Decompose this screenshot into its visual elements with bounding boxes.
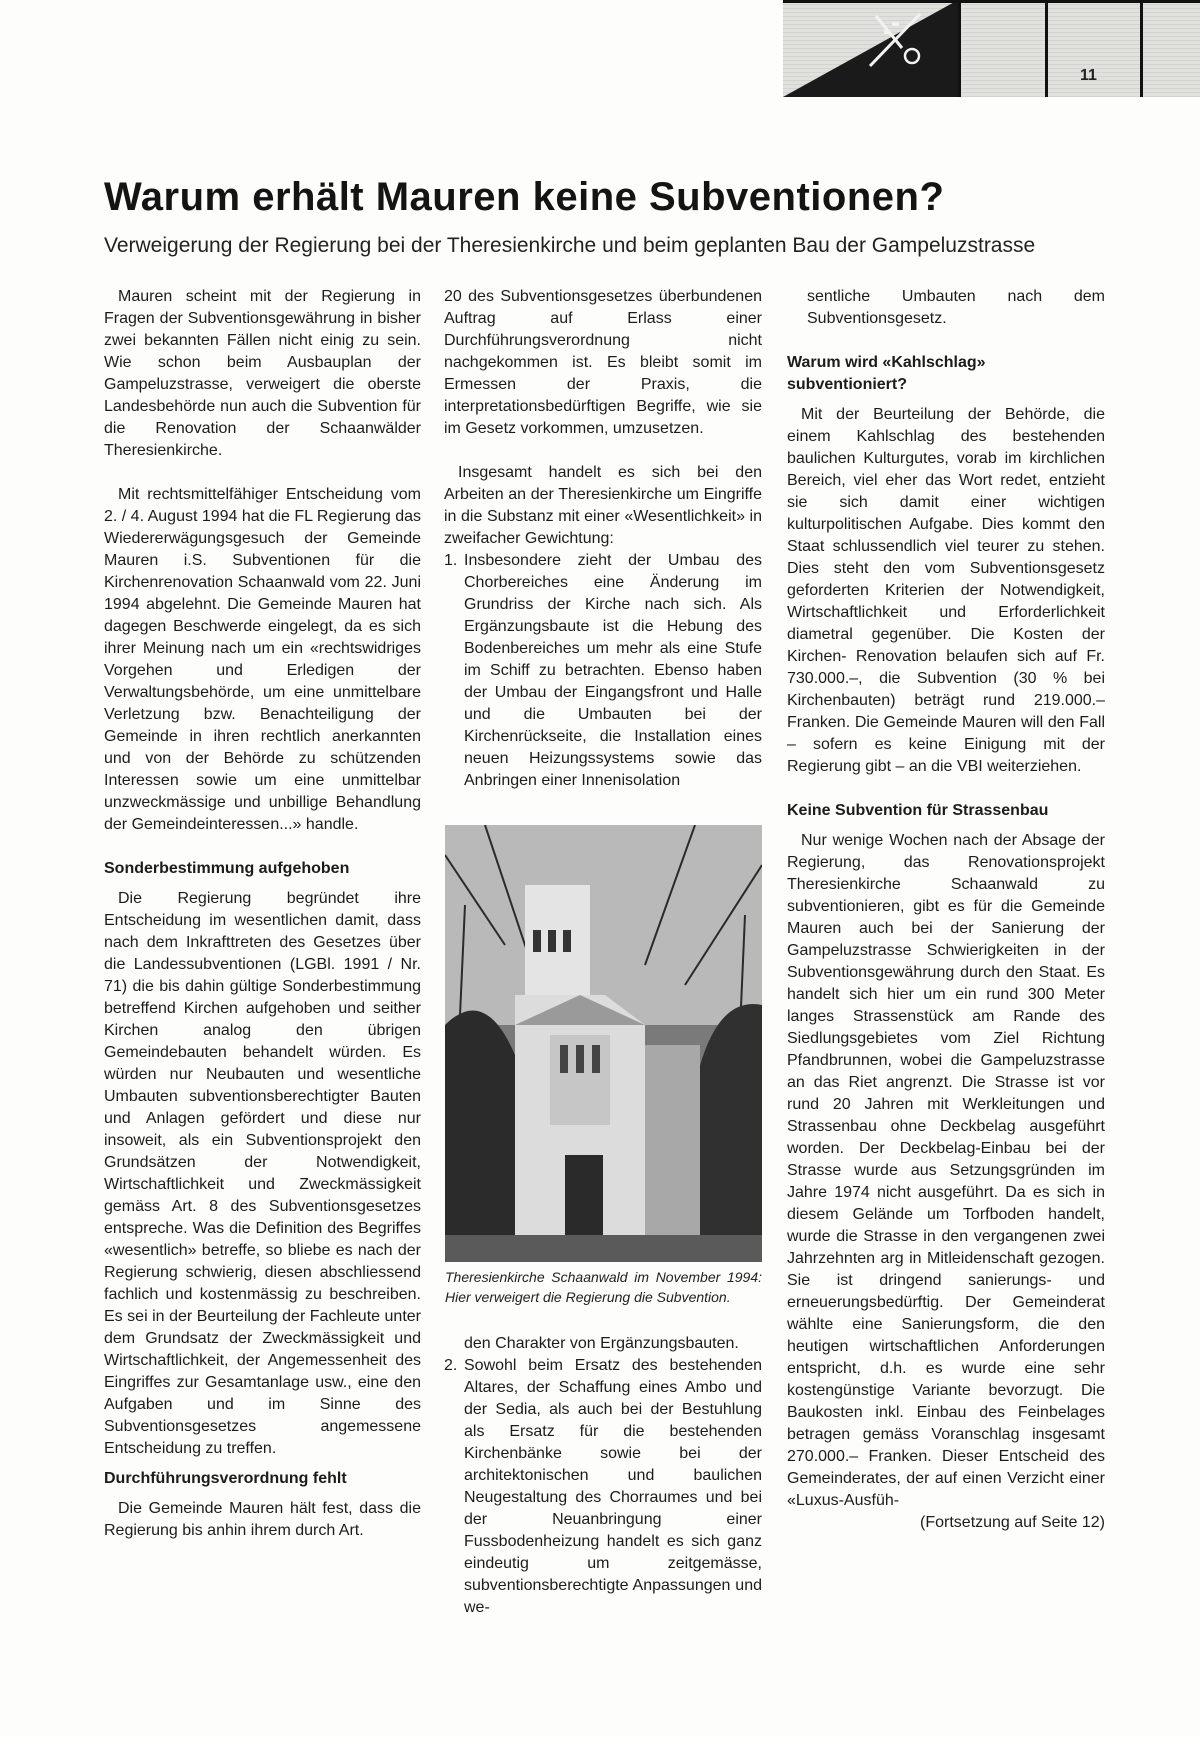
paragraph: Insgesamt handelt es sich bei den Arbeiten an der Theresienkirche um Eingriffe in die Substanz mit einer «Wesentlichkeit» in zweifacher Gewichtung: (444, 464, 762, 547)
column-middle-continued (444, 1333, 762, 1619)
column-right (787, 286, 1105, 1534)
section-heading: Sonderbestimmung aufgehoben (104, 860, 350, 877)
page-number: 11 (1080, 67, 1097, 84)
column-left (104, 286, 421, 1564)
list-number: 1. (444, 552, 458, 569)
header-divider (1045, 0, 1048, 97)
numbered-list (444, 550, 762, 792)
section-heading: Keine Subvention für Strassenbau (787, 802, 1049, 819)
continuation-note: (Fortsetzung auf Seite 12) (920, 1514, 1105, 1531)
paragraph: Mauren scheint mit der Regierung in Fragen der Subventionsgewährung in bisher zwei bekannten Fällen nicht einig zu sein. Wie schon beim Ausbauplan der Gampeluzstrasse, verweigert die oberste Landesbehörde nun auch die Subvention für die Renovation der Schaanwälder Theresienkirche. (104, 288, 421, 459)
header-divider (1140, 0, 1143, 97)
list-item-text: Sowohl beim Ersatz des bestehenden Altares, der Schaffung eines Ambo und der Sedia, als auch bei der Bestuhlung als Ersatz für die bestehenden Kirchenbänke sowie bei der architektonischen und baulichen Neugestaltung des Chorraumes und bei der Neuanbringung einer Fussbodenheizung handelt es sich ganz eindeutig um zeitgemässe, subventionsberechtigte Anpassungen und we- (464, 1357, 762, 1616)
column-middle (444, 286, 762, 792)
numbered-list (444, 1355, 762, 1619)
paragraph: sentliche Umbauten nach dem Subventionsgesetz. (807, 288, 1105, 327)
paragraph: den Charakter von Ergänzungsbauten. (464, 1335, 739, 1352)
header-top-rule (783, 0, 1200, 3)
photo-caption: Theresienkirche Schaanwald im November 1994: Hier verweigert die Regierung die Subvention. (445, 1269, 762, 1305)
church-photo (445, 825, 762, 1262)
section-heading: Durchführungsverordnung fehlt (104, 1470, 347, 1487)
paragraph: 20 des Subventionsgesetzes überbundenen Auftrag auf Erlass einer Durchführungsverordnung nicht nachgekommen ist. Es bleibt somit im Ermessen der Praxis, die interpretationsbedürftigen Begriffe, wie sie im Gesetz vorkommen, umzusetzen. (444, 288, 762, 437)
paragraph: Die Regierung begründet ihre Entscheidung im wesentlichen damit, dass nach dem Inkrafttreten des Gesetzes über die Landessubventionen (LGBl. 1991 / Nr. 71) die bis dahin gültige Sonderbestimmung betreffend Kirchen aufgehoben und seither Kirchen analog den übrigen Gemeindebauten behandelt würden. Es würden nur Neubauten und wesentliche Umbauten subventionsberechtigter Bauten und Anlagen gefördert und diese nur insoweit, als ein Subventionsprojekt den Grundsätzen der Notwendigkeit, Wirtschaftlichkeit und Zweckmässigkeit gemäss Art. 8 des Subventionsgesetzes entspreche. Was die Definition des Begriffes «wesentlich» betreffe, so bliebe es nach der Regierung schwierig, diesen abschliessend fachlich und kostenmässig zu beschreiben. Es sei in der Beurteilung der Fachleute unter dem Grundsatz der Zweckmässigkeit und Wirtschaftlichkeit, der Angemessenheit des Eingriffes zur Gesamtanlage usw., eine den Aufgaben und im Sinne des Subventionsgesetzes angemessene Entscheidung zu treffen. (104, 890, 421, 1457)
paragraph: Mit der Beurteilung der Behörde, die einem Kahlschlag des bestehenden baulichen Kulturgutes, vorab im kirchlichen Bereich, viel eher das Wort redet, entzieht sie sich damit einer wichtigen kulturpolitischen Aufgabe. Dies kommt den Staat schlussendlich viel teurer zu stehen. Dies steht den vom Subventionsgesetz geforderten Kriterien der Notwendigkeit, Wirtschaftlichkeit und Erforderlichkeit diametral gegenüber. Die Kosten der Kirchen- Renovation belaufen sich auf Fr. 730.000.–, die Subvention (30 % bei Kirchenbauten) beträgt rund 219.000.– Franken. Die Gemeinde Mauren will den Fall – sofern es keine Einigung mit der Regierung gibt – an die VBI weiterziehen. (787, 406, 1105, 775)
paragraph: Nur wenige Wochen nach der Absage der Regierung, das Renovationsprojekt Theresienkirche Schaanwald zu subventionieren, gibt es für die Gemeinde Mauren auch bei der Sanierung der Gampeluzstrasse Schwierigkeiten in der Subventionsgewährung durch den Staat. Es handelt sich hier um ein rund 300 Meter langes Strassenstück am Rande des Siedlungsgebietes vom Ziel Richtung Pfandbrunnen, wobei die Gampeluzstrasse an das Riet angrenzt. Die Strasse ist vor rund 20 Jahren mit Werkleitungen und Strassenbau ohne Deckbelag ausgeführt worden. Der Deckbelag-Einbau bei der Strasse wurde aus Setzungsgründen im Jahre 1974 nicht ausgeführt. Da es sich in diesem Gelände um Torfboden handelt, wurde die Strasse in den vergangenen zwei Jahrzehnten arg in Mitleidenschaft gezogen. Sie ist dringend sanierungs- und erneuerungsbedürftig. Der Gemeinderat wählte eine Sanierungsform, die den heutigen wirtschaftlichen Anforderungen entspricht, d.h. es wurde eine sehr kostengünstige Variante bevorzugt. Die Baukosten inkl. Einbau des Feinbelages betragen gemäss Voranschlag insgesamt 270.000.– Franken. Dieser Entscheid des Gemeinderates, der auf einen Verzicht einer «Luxus-Ausfüh- (787, 832, 1105, 1509)
article-subtitle: Verweigerung der Regierung bei der Theresienkirche und beim geplanten Bau der Gampeluzstrasse (104, 234, 1036, 257)
list-item (444, 1355, 762, 1619)
list-number: 2. (444, 1357, 458, 1374)
section-heading: Warum wird «Kahlschlag» subventioniert? (787, 354, 986, 393)
list-item-text: Insbesondere zieht der Umbau des Chorbereiches eine Änderung im Grundriss der Kirche nach sich. Als Ergänzungsbaute ist die Hebung des Bodenbereiches um mehr als eine Stufe im Schiff zu betrachten. Ebenso haben der Umbau der Eingangsfront und Halle und die Umbauten bei der Kirchenrückseite, die Installation eines neuen Heizungssystems sowie das Anbringen einer Innenisolation (464, 552, 762, 789)
paragraph: Die Gemeinde Mauren hält fest, dass die Regierung bis anhin ihrem durch Art. (104, 1500, 421, 1539)
header-divider (958, 0, 961, 97)
crossed-keys-emblem-icon (862, 8, 932, 70)
paragraph: Mit rechtsmittelfähiger Entscheidung vom 2. / 4. August 1994 hat die FL Regierung das Wiedererwägungsgesuch der Gemeinde Mauren i.S. Subventionen für die Kirchenrenovation Schaanwald vom 22. Juni 1994 abgelehnt. Die Gemeinde Mauren hat dagegen Beschwerde eingelegt, da es sich ihrer Meinung nach um ein «rechtswidriges Vorgehen und Erledigen der Verwaltungsbehörde, um eine unmittelbare Verletzung bzw. Benachteiligung der Gemeinde in ihren rechtlich anerkannten und von der Behörde zu schützenden Interessen sowie um eine unmittelbar unzweckmässige und unbillige Behandlung der Gemeindeinteressen...» handle. (104, 486, 421, 833)
list-item (444, 550, 762, 792)
article-title: Warum erhält Mauren keine Subventionen? (104, 175, 945, 219)
